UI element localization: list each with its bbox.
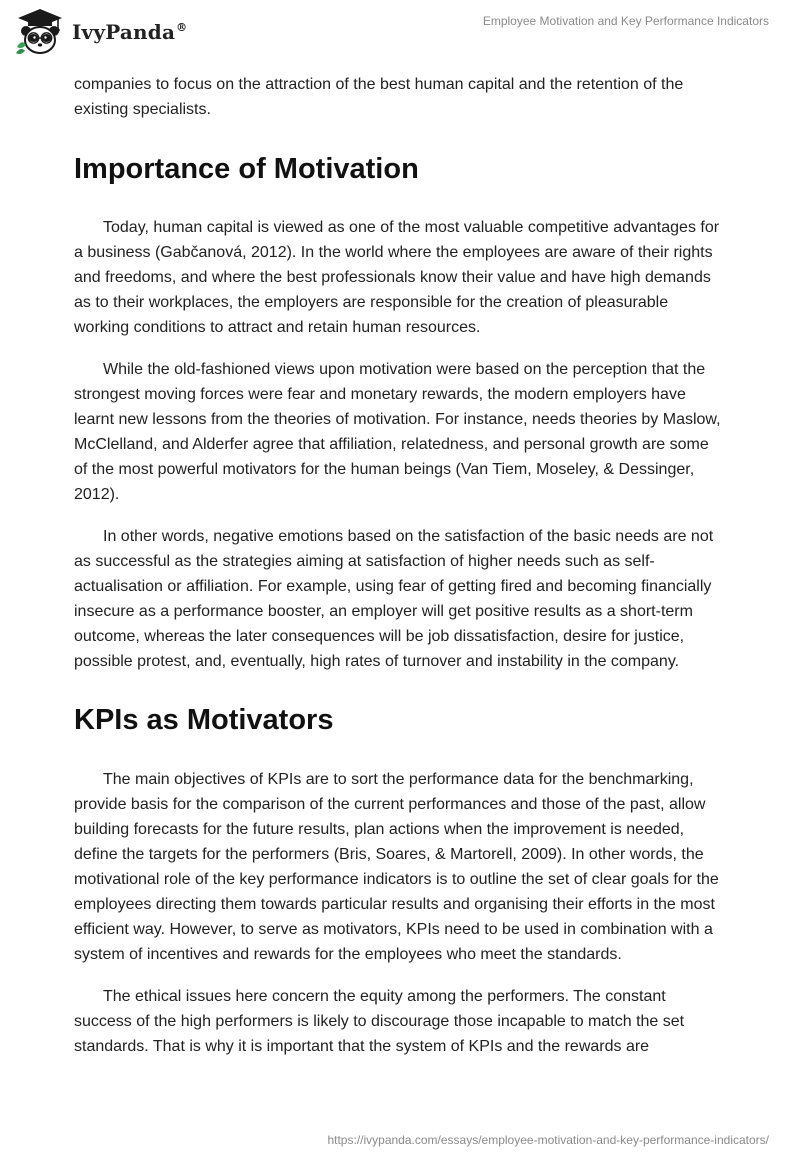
paragraph: The ethical issues here concern the equity among the performers. The constant success of the high performers is likely to discourage those incapable to match the set standards. That is why it is important that the system of KPIs and the rewards are (74, 988, 685, 1055)
paragraph: In other words, negative emotions based on the satisfaction of the basic needs are not as successful as the strategies aiming at satisfaction of higher needs such as self-actualisation or affiliation. For example, using fear of getting fired and becoming financially insecure as a performance booster, an employer will get positive results as a short-term outcome, whereas the later consequences will be job dissatisfaction, desire for justice, possible protest, and, eventually, high rates of turnover and instability in the company. (74, 528, 714, 670)
document-title: Employee Motivation and Key Performance Indicators (482, 14, 769, 28)
panda-graduate-icon (14, 7, 66, 57)
logo-text: IvyPanda® (72, 20, 188, 44)
section-heading-kpis-as-motivators: KPIs as Motivators (74, 704, 334, 736)
registered-mark: ® (176, 21, 188, 35)
paragraph: Today, human capital is viewed as one of the most valuable competitive advantages for a business (Gabčanová, 2012). In the world where the employees are aware of their rights and freedoms, and where the best professionals know their value and have high demands as to their workplaces, the employers are responsible for the creation of pleasurable working conditions to attract and retain human resources. (74, 219, 720, 336)
section-heading-importance-of-motivation: Importance of Motivation (74, 153, 419, 185)
essay-content (74, 72, 726, 1059)
page-header (0, 0, 800, 64)
ivypanda-logo[interactable] (14, 7, 187, 57)
source-url-link[interactable]: https://ivypanda.com/essays/employee-motivation-and-key-performance-indicators/ (327, 1133, 769, 1147)
paragraph: The main objectives of KPIs are to sort the performance data for the benchmarking, provide basis for the comparison of the current performances and those of the past, allow building forecasts for the future results, plan actions when the improvement is needed, define the targets for the performers (Bris, Soares, & Martorell, 2009). In other words, the motivational role of the key performance indicators is to outline the set of clear goals for the employees directing them towards particular results and organising their efforts in the most efficient way. However, to serve as motivators, KPIs need to be used in combination with a system of incentives and rewards for the employees who meet the standards. (74, 771, 719, 963)
paragraph: While the old-fashioned views upon motivation were based on the perception that the strongest moving forces were fear and monetary rewards, the modern employers have learnt new lessons from the theories of motivation. For instance, needs theories by Maslow, McClelland, and Alderfer agree that affiliation, relatedness, and personal growth are some of the most powerful motivators for the human beings (Van Tiem, Moseley, & Dessinger, 2012). (74, 361, 721, 503)
intro-paragraph-fragment: companies to focus on the attraction of the best human capital and the retention of the existing specialists. (74, 76, 684, 118)
